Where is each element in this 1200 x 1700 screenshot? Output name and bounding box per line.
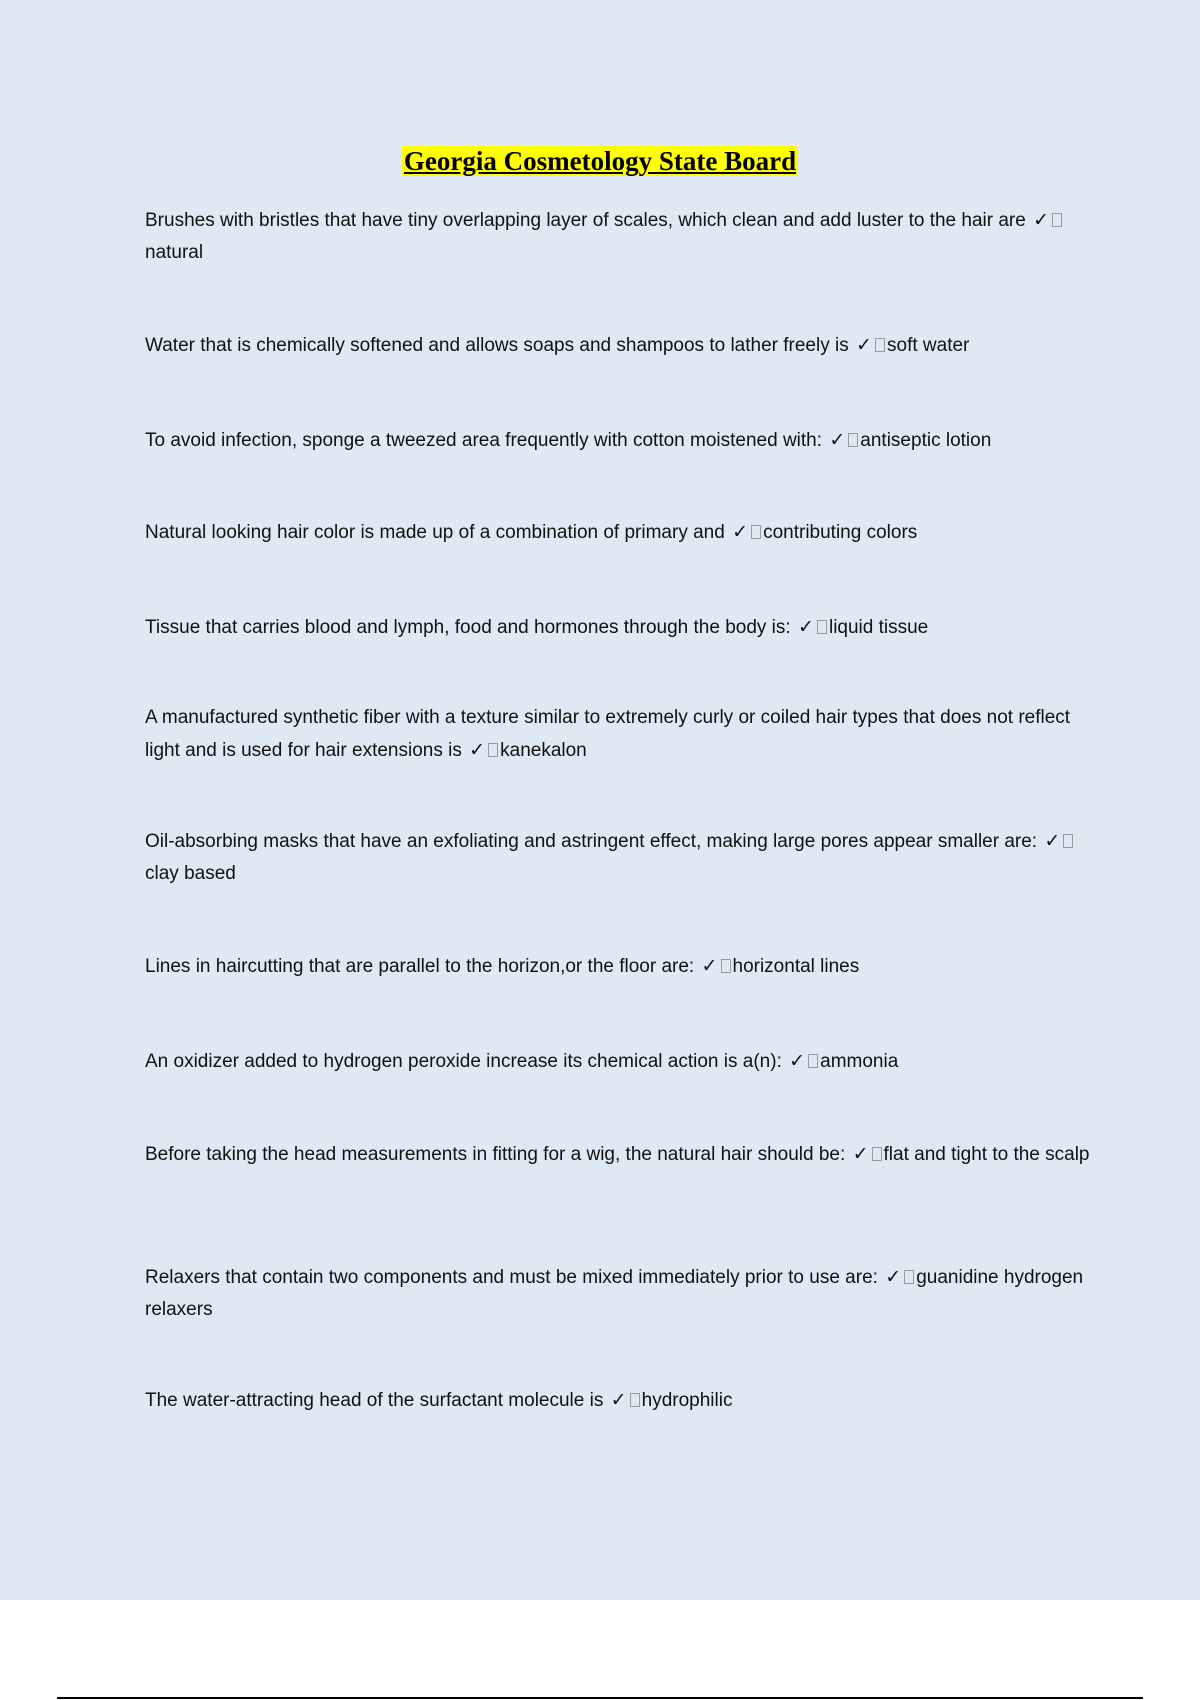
answer-text: clay based: [145, 863, 236, 884]
check-icon: ✓: [732, 521, 749, 543]
check-icon: ✓: [1033, 209, 1050, 231]
answer-text: flat and tight to the scalp: [883, 1144, 1090, 1165]
checkbox-icon: [751, 525, 761, 539]
check-icon: ✓: [789, 1050, 806, 1072]
check-icon: ✓: [856, 334, 872, 356]
answer-text: antiseptic lotion: [860, 430, 992, 451]
answer-text: kanekalon: [500, 740, 587, 761]
question-4: [145, 516, 1090, 549]
footer-divider: [57, 1697, 1143, 1699]
check-icon: ✓: [885, 1266, 902, 1288]
checkbox-icon: [630, 1393, 640, 1407]
question-10: [145, 1138, 1090, 1171]
check-icon: ✓: [610, 1389, 627, 1411]
check-icon: ✓: [798, 616, 814, 638]
answer-text: liquid tissue: [828, 617, 929, 638]
answer-text: natural: [145, 242, 204, 263]
checkbox-icon: [1063, 834, 1073, 848]
question-7: [145, 825, 1090, 890]
question-text: Water that is chemically softened and allows soaps and shampoos to lather freely is: [145, 335, 849, 356]
question-text: An oxidizer added to hydrogen peroxide increase its chemical action is a(n):: [145, 1051, 782, 1072]
check-icon: ✓: [701, 955, 718, 977]
question-text: Lines in haircutting that are parallel to the horizon,or the floor are:: [145, 956, 695, 977]
question-text: Relaxers that contain two components and must be mixed immediately prior to use are:: [145, 1267, 878, 1288]
answer-text: ammonia: [820, 1051, 899, 1072]
checkbox-icon: [488, 743, 498, 757]
answer-text: hydrophilic: [641, 1390, 733, 1411]
question-text: To avoid infection, sponge a tweezed area frequently with cotton moistened with:: [145, 430, 823, 451]
checkbox-icon: [808, 1054, 818, 1068]
answer-text: horizontal lines: [732, 956, 860, 977]
checkbox-icon: [848, 433, 858, 447]
question-12: [145, 1384, 1090, 1417]
question-text: Tissue that carries blood and lymph, food and hormones through the body is:: [145, 617, 791, 638]
question-text: A manufactured synthetic fiber with a texture similar to extremely curly or coiled hair types that does not reflect light and is used for hair extensions is: [145, 707, 1071, 761]
question-2: [145, 329, 1090, 362]
answer-text: guanidine hydrogen relaxers: [145, 1267, 1084, 1320]
question-text: The water-attracting head of the surfactant molecule is: [145, 1390, 604, 1411]
question-text: Oil-absorbing masks that have an exfoliating and astringent effect, making large pores appear smaller are:: [145, 831, 1038, 852]
question-9: [145, 1045, 1090, 1078]
question-8: [145, 950, 1090, 983]
question-text: Natural looking hair color is made up of a combination of primary and: [145, 522, 725, 543]
checkbox-icon: [872, 1147, 882, 1161]
question-text: Before taking the head measurements in fitting for a wig, the natural hair should be:: [145, 1144, 846, 1165]
answer-text: soft water: [887, 335, 970, 356]
check-icon: ✓: [829, 429, 846, 451]
question-11: [145, 1261, 1090, 1326]
check-icon: ✓: [852, 1143, 869, 1165]
question-1: [145, 204, 1090, 269]
question-5: [145, 611, 1090, 644]
checkbox-icon: [875, 338, 885, 352]
answer-text: contributing colors: [763, 522, 918, 543]
title-block: [0, 144, 1200, 178]
question-3: [145, 424, 1090, 457]
checkbox-icon: [904, 1270, 914, 1284]
question-text: Brushes with bristles that have tiny overlapping layer of scales, which clean and add luster to the hair are: [145, 210, 1026, 231]
check-icon: ✓: [469, 739, 486, 761]
checkbox-icon: [1052, 213, 1062, 227]
question-6: [145, 702, 1090, 767]
page-title: Georgia Cosmetology State Board: [403, 146, 797, 176]
checkbox-icon: [721, 959, 731, 973]
check-icon: ✓: [1044, 830, 1061, 852]
checkbox-icon: [817, 620, 827, 634]
